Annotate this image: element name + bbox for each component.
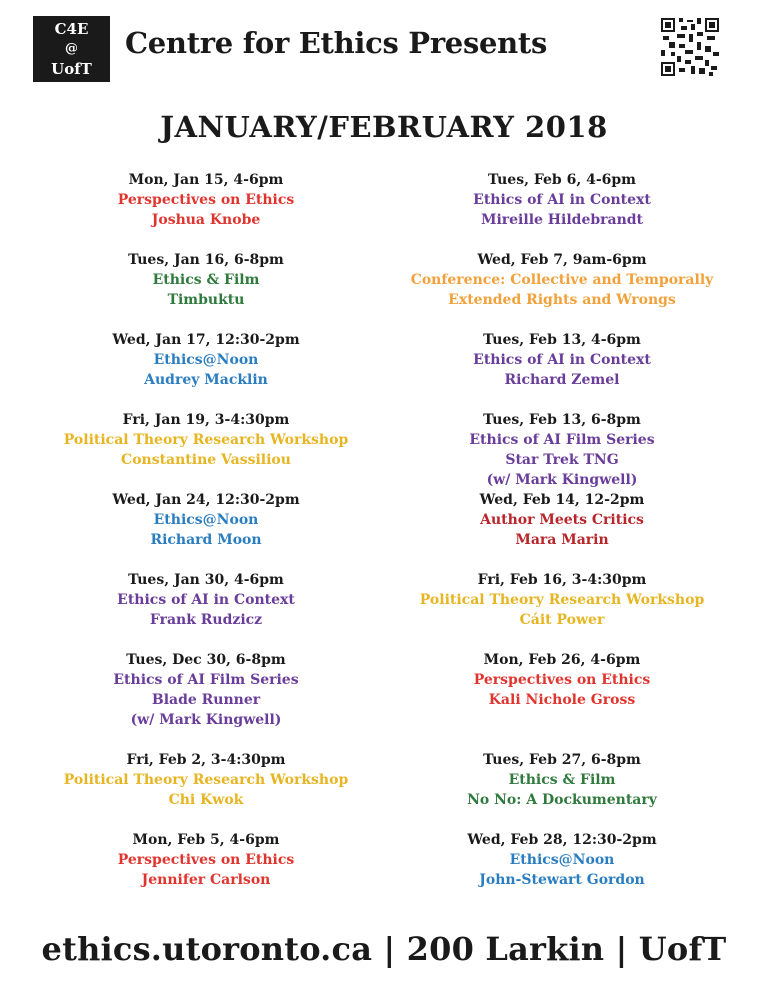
event-datetime: Fri, Jan 19, 3-4:30pm	[122, 412, 290, 428]
event-listing	[370, 490, 754, 550]
event-listing	[14, 330, 398, 390]
event-series: Ethics@Noon	[153, 512, 259, 528]
event-detail: Chi Kwok	[168, 792, 244, 808]
event-listing	[14, 830, 398, 890]
event-datetime: Tues, Feb 13, 4-6pm	[483, 332, 641, 348]
event-series: Political Theory Research Workshop	[63, 772, 349, 788]
event-listing	[370, 330, 754, 390]
event-datetime: Tues, Feb 6, 4-6pm	[488, 172, 636, 188]
c4e-logo	[33, 16, 110, 82]
event-listing	[14, 170, 398, 230]
event-datetime: Fri, Feb 16, 3-4:30pm	[477, 572, 647, 588]
event-detail: Frank Rudzicz	[149, 612, 263, 628]
event-listing	[370, 410, 754, 490]
logo-line-1: C4E	[54, 20, 89, 38]
event-series: Conference: Collective and Temporally	[410, 272, 714, 288]
event-series: Political Theory Research Workshop	[63, 432, 349, 448]
event-series: Ethics & Film	[508, 772, 616, 788]
event-detail: (w/ Mark Kingwell)	[130, 712, 282, 728]
event-listing	[370, 170, 754, 230]
event-series: Ethics of AI Film Series	[469, 432, 655, 448]
event-listing	[370, 750, 754, 810]
event-series: Perspectives on Ethics	[117, 192, 295, 208]
event-series: Ethics of AI in Context	[117, 592, 295, 608]
logo-line-2: @	[65, 41, 78, 56]
event-series: Ethics of AI Film Series	[113, 672, 299, 688]
event-detail: Extended Rights and Wrongs	[448, 292, 676, 308]
event-datetime: Wed, Feb 7, 9am-6pm	[477, 252, 647, 268]
event-listing	[370, 650, 754, 710]
event-datetime: Wed, Feb 28, 12:30-2pm	[467, 832, 657, 848]
qr-code-icon[interactable]	[661, 18, 719, 76]
event-detail: Constantine Vassiliou	[121, 452, 291, 468]
event-datetime: Fri, Feb 2, 3-4:30pm	[126, 752, 286, 768]
event-detail: No No: A Dockumentary	[467, 792, 657, 808]
event-listing	[370, 250, 754, 310]
event-listing	[370, 830, 754, 890]
event-datetime: Tues, Dec 30, 6-8pm	[126, 652, 286, 668]
event-series: Author Meets Critics	[480, 512, 644, 528]
month-heading: JANUARY/FEBRUARY 2018	[160, 110, 608, 144]
logo-line-3: UofT	[51, 60, 92, 78]
event-listing	[14, 650, 398, 730]
event-listing	[14, 490, 398, 550]
event-detail: Timbuktu	[167, 292, 245, 308]
event-listing	[14, 750, 398, 810]
event-detail: Richard Zemel	[504, 372, 620, 388]
event-datetime: Tues, Jan 30, 4-6pm	[128, 572, 284, 588]
event-detail: Jennifer Carlson	[141, 872, 271, 888]
event-series: Political Theory Research Workshop	[419, 592, 705, 608]
footer-contact: ethics.utoronto.ca | 200 Larkin | UofT	[41, 930, 727, 968]
event-series: Ethics of AI in Context	[473, 352, 651, 368]
page-title: Centre for Ethics Presents	[125, 26, 548, 60]
event-datetime: Wed, Jan 17, 12:30-2pm	[112, 332, 300, 348]
event-datetime: Wed, Feb 14, 12-2pm	[479, 492, 645, 508]
event-series: Ethics of AI in Context	[473, 192, 651, 208]
event-detail: Mara Marin	[515, 532, 609, 548]
event-datetime: Tues, Jan 16, 6-8pm	[128, 252, 284, 268]
event-detail: Star Trek TNG	[505, 452, 619, 468]
event-datetime: Wed, Jan 24, 12:30-2pm	[112, 492, 300, 508]
event-detail: Richard Moon	[150, 532, 262, 548]
event-detail: (w/ Mark Kingwell)	[486, 472, 638, 488]
event-datetime: Tues, Feb 13, 6-8pm	[483, 412, 641, 428]
event-series: Ethics & Film	[152, 272, 260, 288]
event-listing	[14, 570, 398, 630]
event-series: Ethics@Noon	[153, 352, 259, 368]
event-detail: Blade Runner	[151, 692, 261, 708]
event-series: Perspectives on Ethics	[117, 852, 295, 868]
event-listing	[370, 570, 754, 630]
event-series: Perspectives on Ethics	[473, 672, 651, 688]
event-detail: John-Stewart Gordon	[479, 872, 645, 888]
event-datetime: Mon, Feb 26, 4-6pm	[483, 652, 641, 668]
event-datetime: Mon, Feb 5, 4-6pm	[132, 832, 280, 848]
event-detail: Mireille Hildebrandt	[480, 212, 644, 228]
event-listing	[14, 410, 398, 470]
event-detail: Audrey Macklin	[144, 372, 268, 388]
event-listing	[14, 250, 398, 310]
event-detail: Kali Nichole Gross	[488, 692, 636, 708]
event-detail: Joshua Knobe	[151, 212, 261, 228]
event-detail: Cáit Power	[519, 612, 605, 628]
event-datetime: Tues, Feb 27, 6-8pm	[483, 752, 641, 768]
event-series: Ethics@Noon	[509, 852, 615, 868]
event-datetime: Mon, Jan 15, 4-6pm	[128, 172, 284, 188]
